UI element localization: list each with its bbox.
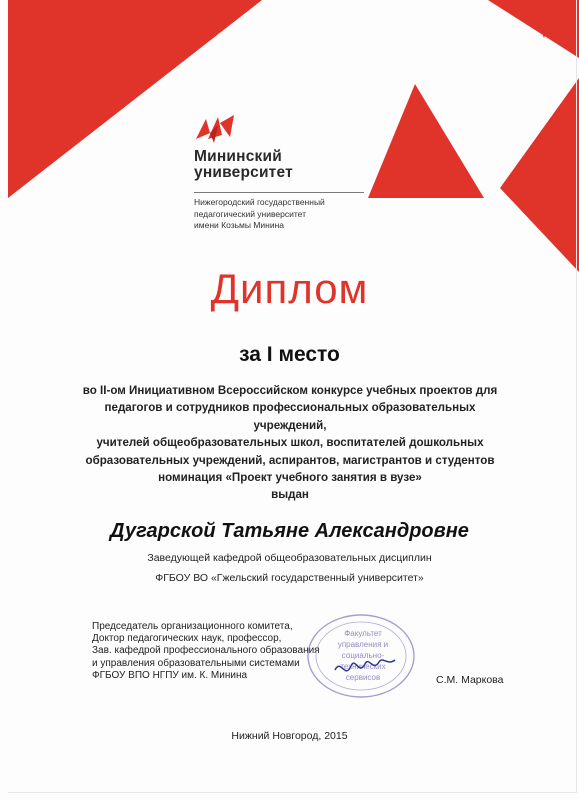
description-line: образовательных учреждений, аспирантов, магистрантов и студентов [85,453,495,467]
logo-name [194,149,394,181]
stamp-line: технических [340,662,386,671]
description-line: номинация «Проект учебного занятия в вузе» [158,471,422,485]
signer-name: С.М. Маркова [436,674,504,686]
description-line: педагогов и сотрудников профессиональных образовательных учреждений, [104,401,476,432]
logo-name-line1: Мининский [194,148,282,165]
logo-name-line2: университет [194,164,293,181]
award-place: за I место [239,343,340,366]
logo-sub-line2: педагогический университет [194,208,307,219]
logo-divider [194,192,364,193]
recipient-organization: ФГБОУ ВО «Гжельский государственный университет» [155,572,424,584]
official-stamp [305,612,417,700]
stamp-line: сервисов [345,673,381,682]
logo-subtitle [194,197,394,232]
city-year: Нижний Новгород, 2015 [231,730,348,742]
chair-line: ФГБОУ ВПО НГПУ им. К. Минина [92,669,248,681]
recipient-name: Дугарской Татьяне Александровне [110,520,469,542]
logo-sub-line1: Нижегородский государственный [194,197,325,207]
description-line: учителей общеобразовательных школ, воспитателей дошкольных [96,436,484,450]
chair-line: Председатель организационного комитета, [92,621,293,632]
logo-sub-line3: имени Козьмы Минина [194,220,285,230]
logo-mark-icon [194,115,242,147]
chair-line: Доктор педагогических наук, профессор, [92,633,282,645]
description-line: выдан [271,488,309,502]
description-line: во II-ом Инициативном Всероссийском конкурсе учебных проектов для [82,384,498,397]
award-description [80,382,500,504]
stamp-line: управления и [337,640,389,649]
stamp-line: Факультет [344,629,382,638]
diploma-title: Диплом [210,265,369,312]
recipient-position: Заведующей кафедрой общеобразовательных дисциплин [147,552,432,564]
chair-line: и управления образовательными системами [92,657,300,669]
chair-line: Зав. кафедрой профессионального образования [92,645,320,657]
stamp-line: социально- [341,651,385,660]
red-wedge-right [500,78,579,272]
